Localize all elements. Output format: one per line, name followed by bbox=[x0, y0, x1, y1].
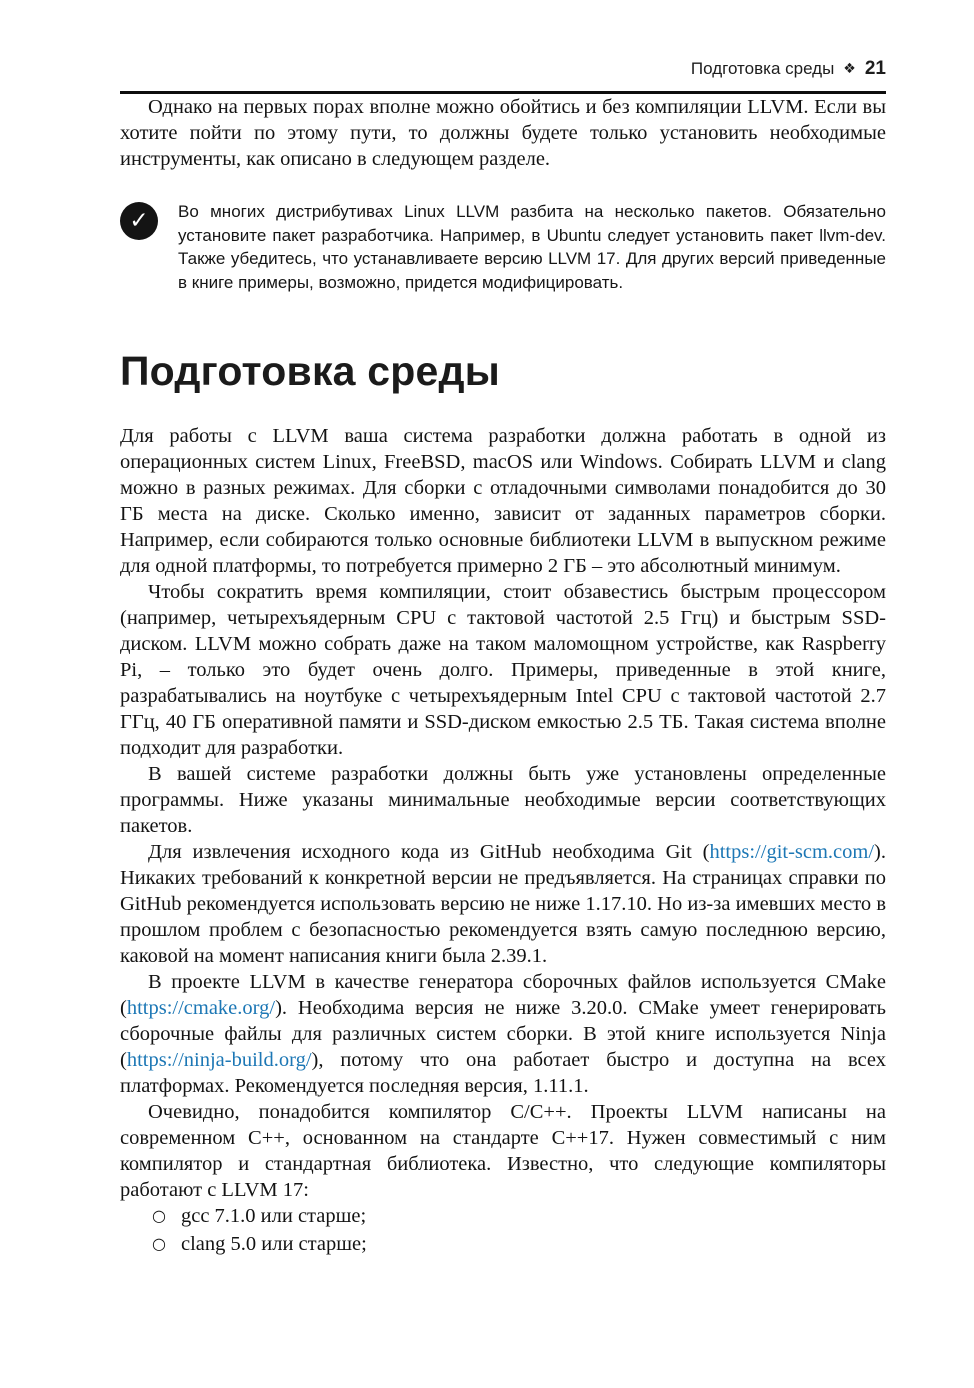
paragraph: Для работы с LLVM ваша система разработки должна работать в одной из операционных систем Linux, FreeBSD, macOS или Windows. Собирать LLVM и clang можно в разных режимах. Для сборки с отладочными символами понадобится до 30 ГБ места на диске. Сколько именно, зависит от заданных параметров сборки. Например, если собираются только основные библиотеки LLVM в выпускном режиме для одной платформы, то потребуется примерно 2 ГБ – это абсолютный минимум. bbox=[120, 425, 886, 577]
cmake-link[interactable]: https://cmake.org/ bbox=[126, 997, 276, 1019]
note-text: Во многих дистрибутивах Linux LLVM разбита на несколько пакетов. Обязательно установите пакет разработчика. Например, в Ubuntu следует установить пакет llvm-dev. Также убедитесь, что устанавливаете версию LLVM 17. Для других версий приведенные в книге примеры, возможно, придется модифицировать. bbox=[178, 202, 886, 292]
paragraph-text: ). Никаких требований к конкретной версии не предъявляется. На страницах справки по GitHub рекомендуется использовать версию не ниже 1.17.10. Но из-за имевших место в прошлом проблем с безопасностью рекомендуется взять самую последнюю версию, каковой на момент написания книги была 2.39.1. bbox=[120, 841, 886, 967]
paragraph-text: Для извлечения исходного кода из GitHub необходима Git ( bbox=[148, 841, 710, 863]
section-title: Подготовка среды bbox=[120, 348, 500, 394]
paragraph: Чтобы сократить время компиляции, стоит обзавестись быстрым процессором (например, четырехъядерным CPU с тактовой частотой 2.5 Ггц) и быстрым SSD-диском. LLVM можно собрать даже на таком маломощном устройстве, как Raspberry Pi, – только это будет очень долго. Примеры, приведенные в этой книге, разрабатывались на ноутбуке с четырехъядерным Intel CPU с тактовой частотой 2.7 ГГц, 40 ГБ оперативной памяти и SSD-диском емкостью 2.5 ТБ. Такая система вполне подходит для разработки. bbox=[120, 581, 886, 759]
diamond-separator-icon: ❖ bbox=[843, 61, 856, 77]
paragraph bbox=[120, 839, 886, 969]
list-item bbox=[152, 1231, 886, 1259]
list-item bbox=[152, 1203, 886, 1231]
paragraph-text: ), потому что она работает быстро и доступна на всех платформах. Рекомендуется последняя версия, 1.11.1. bbox=[120, 1049, 886, 1097]
paragraph: В вашей системе разработки должны быть уже установлены определенные программы. Ниже указаны минимальные необходимые версии соответствующих пакетов. bbox=[120, 763, 886, 837]
paragraph bbox=[120, 969, 886, 1099]
paragraph-text: ). Необходима версия не ниже 3.20.0. CMake умеет генерировать сборочные файлы для различных систем сборки. В этой книге используется Ninja ( bbox=[120, 997, 886, 1071]
list-item-text: gcc 7.1.0 или старше; bbox=[180, 1205, 367, 1227]
page-number: 21 bbox=[864, 58, 886, 79]
running-head-title: Подготовка среды bbox=[690, 59, 835, 78]
ninja-build-link[interactable]: https://ninja-build.org/ bbox=[126, 1049, 312, 1071]
list-item-text: clang 5.0 или старше; bbox=[180, 1232, 367, 1255]
circle-bullet-icon: ○ bbox=[152, 1233, 166, 1253]
compiler-list bbox=[120, 1203, 886, 1258]
paragraph-text: В проекте LLVM в качестве генератора сборочных файлов используется CMake ( bbox=[120, 971, 886, 1019]
paragraph: Очевидно, понадобится компилятор C/C++. Проекты LLVM написаны на современном C++, основанном на стандарте C++17. Нужен совместимый с ним компилятор и стандартная библиотека. Известно, что следующие компиляторы работают с LLVM 17: bbox=[120, 1101, 886, 1201]
note-box bbox=[120, 200, 886, 294]
git-scm-link[interactable]: https://git-scm.com/ bbox=[709, 841, 875, 863]
page-body bbox=[120, 94, 886, 1258]
running-head bbox=[120, 58, 886, 94]
circle-bullet-icon: ○ bbox=[152, 1206, 166, 1225]
intro-paragraph: Однако на первых порах вполне можно обойтись и без компиляции LLVM. Если вы хотите пойти по этому пути, то должны будете только установить необходимые инструменты, как описано в следующем разделе. bbox=[120, 96, 886, 170]
check-circle-icon: ✓ bbox=[120, 202, 158, 240]
